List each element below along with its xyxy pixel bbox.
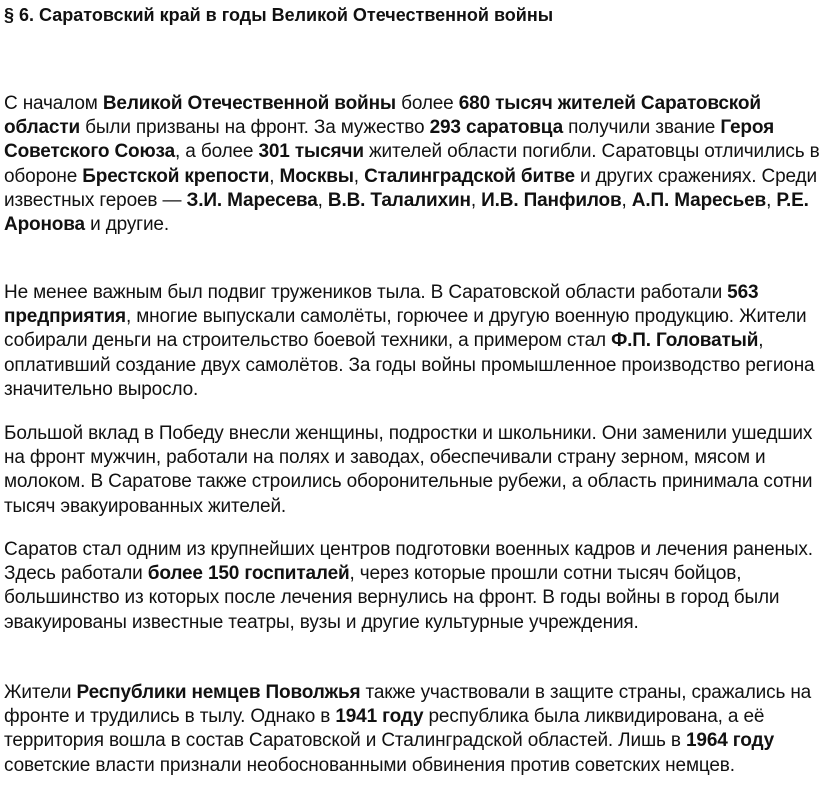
text-run: республика была ликвидирована, а её территория вошла в состав Саратовской и Сталинградской областей. Лишь в [4, 706, 765, 752]
text-run: , [353, 165, 365, 187]
text-run: и другие. [84, 214, 169, 236]
paragraph-home-front [4, 281, 821, 402]
bold-term: 1964 году [686, 730, 775, 752]
text-run: , [621, 189, 632, 211]
paragraph-frontline-heroes [4, 92, 821, 237]
bold-term: Героя Советского Союза [4, 117, 775, 163]
text-run: , [317, 189, 328, 211]
text-run: , оплативший создание двух самолётов. За годы войны промышленное производство региона значительно выросло. [4, 330, 815, 400]
text-run: также участвовали в защите страны, сражались на фронте и трудились в тылу. Однако в [4, 682, 812, 728]
text-run: С началом [4, 93, 103, 114]
text-run: жителей области погибли. Саратовцы отличились в обороне [4, 141, 820, 187]
text-run: , а более [175, 141, 259, 163]
bold-term: А.П. Маресьев [631, 189, 767, 211]
text-run: советские власти признали необоснованными обвинения против советских немцев. [4, 754, 735, 776]
text-run: более [395, 93, 459, 114]
text-run: , [470, 189, 482, 211]
bold-term: В.В. Талалихин [327, 189, 471, 211]
text-run: Не менее важным был подвиг тружеников тыла. В Саратовской области работали [4, 282, 728, 303]
bold-term: Великой Отечественной войны [102, 93, 396, 114]
text-run: , многие выпускали самолёты, горючее и другую военную продукцию. Жители собирали деньги на строительство боевой техники, а примером стал [4, 306, 807, 352]
paragraph-volga-germans [4, 681, 821, 778]
text-run: , [766, 189, 777, 211]
bold-term: Сталинградской битве [364, 165, 575, 187]
text-run: Жители [4, 682, 77, 703]
bold-term: Республики немцев Поволжья [76, 682, 361, 703]
text-run: получили звание [562, 117, 721, 139]
text-run: , [269, 165, 280, 187]
bold-term: Ф.П. Головатый [611, 330, 759, 352]
bold-term: 1941 году [335, 706, 424, 728]
text-run: Саратов стал одним из крупнейших центров подготовки военных кадров и лечения раненых. Здесь работали [4, 539, 813, 585]
bold-term: И.В. Панфилов [481, 189, 622, 211]
text-run: Большой вклад в Победу внесли женщины, подростки и школьники. Они заменили ушедших на фронт мужчин, работали на полях и заводах, обеспечивали страну зерном, мясом и молоком. В Саратове также строились оборонительные рубежи, а область принимала сотни тысяч эвакуированных жителей. [4, 423, 813, 517]
bold-term: 680 тысяч жителей Саратовской области [4, 93, 761, 139]
bold-term: Брестской крепости [82, 165, 270, 187]
bold-term: более 150 госпиталей [147, 563, 350, 585]
text-run: были призваны на фронт. За мужество [80, 117, 430, 139]
bold-term: 293 саратовца [429, 117, 563, 139]
page-title: § 6. Саратовский край в годы Великой Отечественной войны [4, 5, 554, 25]
text-run: и других сражениях. Среди известных героев — [4, 165, 817, 211]
paragraph-women-youth [4, 422, 821, 519]
bold-term: Москвы [279, 165, 354, 187]
text-run: , через которые прошли сотни тысяч бойцов, большинство из которых после лечения вернулись на фронт. В годы войны в город были эвакуированы известные театры, вузы и другие культурные учреждения. [4, 563, 780, 633]
paragraph-hospitals [4, 538, 821, 635]
bold-term: 563 предприятия [4, 282, 759, 328]
bold-term: 301 тысячи [258, 141, 364, 163]
bold-term: З.И. Маресева [186, 189, 318, 211]
bold-term: Р.Е. Аронова [4, 189, 809, 236]
